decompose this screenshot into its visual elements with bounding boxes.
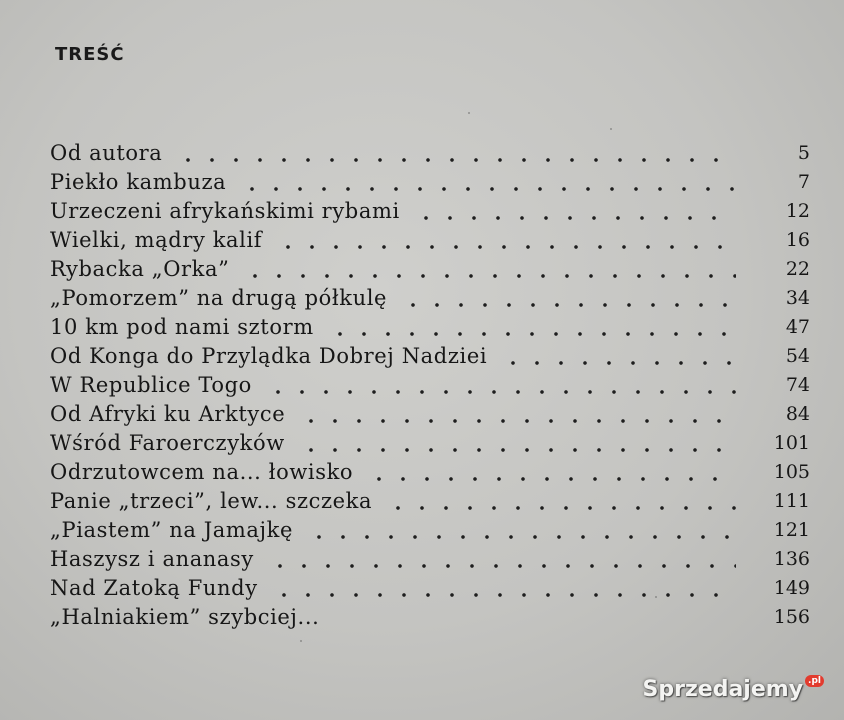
toc-entry [50, 486, 810, 515]
page-title: TREŚĆ [55, 44, 125, 65]
toc-entry-page: 101 [773, 431, 810, 454]
toc-entry-page: 34 [785, 286, 810, 309]
toc-entry-page: 5 [797, 141, 810, 164]
toc-dot-leader [401, 303, 736, 307]
toc-entry [50, 138, 810, 167]
toc-entry-page: 156 [773, 605, 810, 628]
toc-entry-title: „Pomorzem” na drugą półkulę [50, 285, 388, 310]
toc-dot-leader [268, 564, 736, 568]
paper-speck [610, 128, 612, 130]
paper-speck [655, 596, 657, 598]
toc-entry [50, 370, 810, 399]
toc-entry-page: 54 [785, 344, 810, 367]
paper-speck [468, 112, 470, 114]
toc-dot-leader [307, 535, 736, 539]
toc-entry-page: 84 [785, 402, 810, 425]
toc-entry-page: 7 [797, 170, 810, 193]
toc-entry-page: 12 [785, 199, 810, 222]
toc-dot-leader [386, 506, 736, 510]
toc-entry [50, 225, 810, 254]
toc-entry [50, 399, 810, 428]
toc-entry-title: „Piastem” na Jamajkę [50, 517, 293, 542]
toc-entry [50, 573, 810, 602]
toc-entry-page: 16 [785, 228, 810, 251]
toc-entry [50, 428, 810, 457]
toc-dot-leader [266, 390, 736, 394]
toc-dot-leader [501, 361, 736, 365]
site-watermark [643, 677, 824, 702]
toc-entry-title: Rybacka „Orka” [50, 256, 230, 281]
toc-entry [50, 515, 810, 544]
toc-entry-title: 10 km pod nami sztorm [50, 314, 314, 339]
toc-entry [50, 544, 810, 573]
toc-dot-leader [328, 332, 736, 336]
toc-entry [50, 457, 810, 486]
table-of-contents [50, 138, 810, 631]
toc-dot-leader [176, 158, 736, 162]
toc-entry-page: 22 [785, 257, 810, 280]
toc-dot-leader [240, 187, 736, 191]
toc-entry-title: Piekło kambuza [50, 169, 227, 194]
toc-entry [50, 167, 810, 196]
toc-entry-page: 105 [773, 460, 810, 483]
toc-entry-page: 111 [773, 489, 810, 512]
toc-entry [50, 312, 810, 341]
toc-entry-page: 121 [773, 518, 810, 541]
toc-entry-title: Wielki, mądry kalif [50, 227, 263, 252]
toc-entry-title: Odrzutowcem na... łowisko [50, 459, 354, 484]
toc-entry [50, 602, 810, 631]
toc-entry-title: Od Konga do Przylądka Dobrej Nadziei [50, 343, 488, 368]
watermark-badge: .pl [805, 675, 824, 687]
toc-entry [50, 254, 810, 283]
toc-entry [50, 283, 810, 312]
toc-dot-leader [414, 216, 736, 220]
toc-entry-title: Nad Zatoką Fundy [50, 575, 258, 600]
toc-entry-title: Od Afryki ku Arktyce [50, 401, 286, 426]
toc-dot-leader [299, 419, 736, 423]
toc-entry-title: Urzeczeni afrykańskimi rybami [50, 198, 400, 223]
watermark-text: Sprzedajemy [642, 677, 804, 702]
toc-entry-title: Panie „trzeci”, lew... szczeka [50, 488, 373, 513]
toc-entry-title: „Halniakiem” szybciej... [50, 604, 320, 629]
toc-entry-page: 47 [785, 315, 810, 338]
toc-entry-title: Haszysz i ananasy [50, 546, 254, 571]
toc-entry-page: 136 [773, 547, 810, 570]
toc-entry-title: Od autora [50, 140, 163, 165]
toc-dot-leader [276, 245, 736, 249]
toc-dot-leader [299, 448, 736, 452]
paper-speck [300, 640, 302, 642]
toc-dot-leader [243, 274, 736, 278]
toc-entry [50, 196, 810, 225]
toc-entry-page: 149 [773, 576, 810, 599]
toc-dot-leader [367, 477, 736, 481]
toc-entry-title: W Republice Togo [50, 372, 252, 397]
toc-entry-title: Wśród Faroerczyków [50, 430, 285, 455]
toc-entry-page: 74 [785, 373, 810, 396]
toc-dot-leader [272, 593, 736, 597]
toc-entry [50, 341, 810, 370]
